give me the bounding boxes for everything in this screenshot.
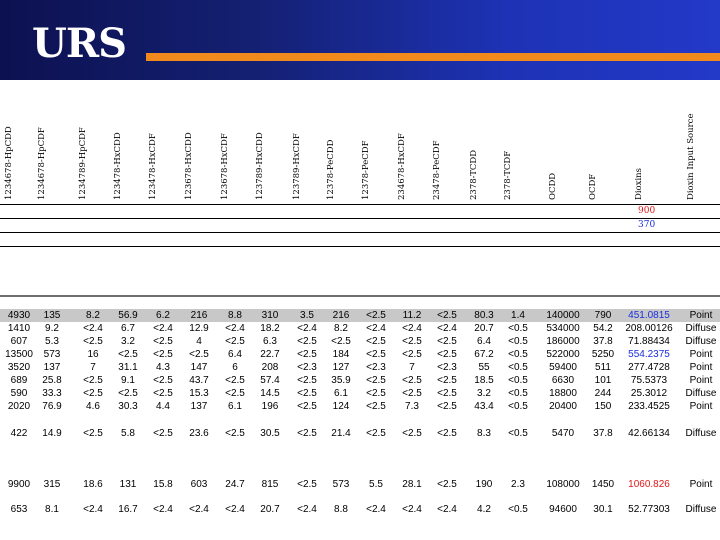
column-header-label: Dioxin Input Source (686, 113, 696, 200)
table-cell: 37.8 (593, 336, 613, 347)
table-cell: <0.5 (508, 388, 528, 399)
table-cell: 603 (190, 479, 208, 490)
table-cell: <2.5 (402, 349, 422, 360)
table-cell: 216 (190, 310, 208, 321)
table-cell: 6.1 (228, 401, 242, 412)
column-header-label: 12378-PeCDF (361, 140, 371, 200)
table-cell: <2.5 (297, 401, 317, 412)
table-row (0, 335, 720, 348)
divider-line (0, 232, 720, 233)
table-cell: <2.5 (297, 388, 317, 399)
column-header-label: 123678-HxCDF (220, 133, 230, 200)
table-row (0, 361, 720, 374)
table-cell: 18800 (549, 388, 577, 399)
table-cell: 4.4 (156, 401, 170, 412)
column-header-label: 123789-HxCDD (255, 132, 265, 200)
column-header (469, 124, 492, 200)
table-cell: 4.3 (156, 362, 170, 373)
table-cell: <2.5 (225, 375, 245, 386)
orange-accent-bar (146, 53, 720, 61)
column-header-label: OCDD (548, 172, 558, 200)
column-header-label: 123678-HxCDD (184, 132, 194, 200)
table-cell: 554.2375 (628, 349, 670, 360)
table-cell: 184 (332, 349, 350, 360)
table-cell: 310 (261, 310, 279, 321)
table-cell: Point (689, 349, 713, 360)
table-cell: 137 (190, 401, 208, 412)
table-row (0, 322, 720, 335)
column-header (503, 124, 526, 200)
table-cell: 80.3 (474, 310, 494, 321)
column-header-label: 2378-TCDD (469, 149, 479, 200)
table-cell: 71.88434 (628, 336, 670, 347)
table-cell: 7 (409, 362, 415, 373)
table-cell: 6.2 (156, 310, 170, 321)
table-cell: <2.5 (437, 401, 457, 412)
table-cell: 815 (261, 479, 279, 490)
table-cell: <2.5 (366, 349, 386, 360)
divider-line (0, 246, 720, 247)
table-cell: 20.7 (474, 323, 494, 334)
table-cell: 208 (261, 362, 279, 373)
table-cell: Point (689, 310, 713, 321)
table-row (0, 478, 720, 491)
table-cell: 5.8 (121, 428, 135, 439)
table-cell: 6.3 (263, 336, 277, 347)
table-cell: <2.5 (297, 375, 317, 386)
table-cell: 277.4728 (628, 362, 670, 373)
table-cell: 124 (332, 401, 350, 412)
table-cell: 13500 (5, 349, 33, 360)
table-row (0, 400, 720, 413)
table-cell: 4.6 (86, 401, 100, 412)
table-cell: <2.4 (189, 504, 209, 515)
table-cell: 54.2 (593, 323, 613, 334)
table-cell: 1410 (7, 323, 31, 334)
table-cell: 522000 (546, 349, 580, 360)
table-cell: 3.5 (300, 310, 314, 321)
table-row (0, 348, 720, 361)
table-cell: 43.4 (474, 401, 494, 412)
table-row (0, 374, 720, 387)
table-cell: 15.3 (189, 388, 209, 399)
table-cell: 42.66134 (628, 428, 670, 439)
table-cell: 6.1 (334, 388, 348, 399)
table-cell: Diffuse (685, 336, 717, 347)
table-cell: <2.3 (297, 362, 317, 373)
table-cell: <2.5 (437, 336, 457, 347)
table-cell: 30.3 (118, 401, 138, 412)
column-header-label: 1234678-HpCDD (4, 126, 14, 200)
table-cell: Diffuse (685, 388, 717, 399)
table-cell: 6630 (551, 375, 575, 386)
table-cell: 33.3 (42, 388, 62, 399)
table-cell: 16.7 (118, 504, 138, 515)
column-header (78, 124, 101, 200)
table-cell: 18.6 (83, 479, 103, 490)
table-cell: <2.5 (83, 375, 103, 386)
table-cell: <2.5 (153, 336, 173, 347)
table-cell: 8.2 (86, 310, 100, 321)
table-cell: <2.5 (331, 336, 351, 347)
table-cell: 147 (190, 362, 208, 373)
table-cell: <0.5 (508, 323, 528, 334)
reference-value-blue: 370 (638, 220, 656, 230)
table-cell: 15.8 (153, 479, 173, 490)
table-cell: 94600 (549, 504, 577, 515)
column-header (220, 124, 243, 200)
table-cell: 52.77303 (628, 504, 670, 515)
table-cell: <2.4 (153, 504, 173, 515)
table-cell: 76.9 (42, 401, 62, 412)
table-cell: 2020 (7, 401, 31, 412)
column-header (432, 124, 455, 200)
table-cell: 59400 (549, 362, 577, 373)
table-cell: 24.7 (225, 479, 245, 490)
table-cell: 43.7 (189, 375, 209, 386)
table-cell: 8.1 (45, 504, 59, 515)
table-cell: 315 (43, 479, 61, 490)
table-cell: <2.5 (118, 388, 138, 399)
table-cell: 1450 (591, 479, 615, 490)
table-cell: 127 (332, 362, 350, 373)
table-cell: <0.5 (508, 428, 528, 439)
table-cell: 12.9 (189, 323, 209, 334)
column-header-label: 1234678-HpCDF (37, 127, 47, 200)
table-cell: 4 (196, 336, 202, 347)
table-cell: 6 (232, 362, 238, 373)
table-cell: <0.5 (508, 504, 528, 515)
table-cell: <2.5 (437, 349, 457, 360)
table-cell: 25.8 (42, 375, 62, 386)
column-header-label: 23478-PeCDF (432, 140, 442, 200)
table-cell: <2.3 (366, 362, 386, 373)
table-cell: 14.5 (260, 388, 280, 399)
table-cell: <2.4 (297, 323, 317, 334)
table-cell: 5.3 (45, 336, 59, 347)
table-cell: 8.2 (334, 323, 348, 334)
column-header-label: 234678-HxCDF (397, 133, 407, 200)
table-cell: <2.5 (402, 428, 422, 439)
table-cell: 573 (332, 479, 350, 490)
table-cell: 6.4 (228, 349, 242, 360)
table-cell: 2.3 (511, 479, 525, 490)
column-header-label: 1234789-HpCDF (78, 127, 88, 200)
table-cell: 25.3012 (630, 388, 668, 399)
table-cell: 3.2 (477, 388, 491, 399)
column-header-label: 2378-TCDF (503, 150, 513, 200)
table-row (0, 309, 720, 322)
column-header (397, 124, 420, 200)
table-row (0, 387, 720, 400)
table-cell: 1060.826 (628, 479, 670, 490)
table-cell: <2.5 (297, 479, 317, 490)
table-cell: 8.3 (477, 428, 491, 439)
table-cell: <2.5 (402, 388, 422, 399)
table-cell: 55 (478, 362, 490, 373)
column-header (184, 124, 207, 200)
table-cell: Point (689, 401, 713, 412)
table-cell: <2.3 (437, 362, 457, 373)
table-cell: <2.5 (225, 388, 245, 399)
table-row (0, 503, 720, 516)
table-cell: 4.2 (477, 504, 491, 515)
table-cell: 57.4 (260, 375, 280, 386)
table-cell: 14.9 (42, 428, 62, 439)
table-cell: 23.6 (189, 428, 209, 439)
table-cell: 190 (475, 479, 493, 490)
table-cell: 233.4525 (628, 401, 670, 412)
table-cell: <2.5 (297, 349, 317, 360)
divider-line (0, 204, 720, 205)
table-cell: <2.5 (153, 349, 173, 360)
column-header (548, 124, 571, 200)
table-cell: <2.4 (366, 504, 386, 515)
table-cell: <2.4 (437, 323, 457, 334)
table-cell: Diffuse (685, 323, 717, 334)
table-cell: 9.2 (45, 323, 59, 334)
table-cell: 30.1 (593, 504, 613, 515)
column-header-label: Dioxins (634, 168, 644, 200)
table-cell: 22.7 (260, 349, 280, 360)
table-cell: 108000 (546, 479, 580, 490)
table-cell: 21.4 (331, 428, 351, 439)
table-cell: 5250 (591, 349, 615, 360)
table-cell: <2.5 (366, 310, 386, 321)
table-cell: <2.4 (402, 323, 422, 334)
column-header-label: 123478-HxCDD (113, 132, 123, 200)
table-cell: 18.2 (260, 323, 280, 334)
table-cell: <2.4 (83, 323, 103, 334)
column-header-label: OCDF (588, 173, 598, 200)
table-cell: 186000 (546, 336, 580, 347)
table-cell: 607 (10, 336, 28, 347)
table-cell: <2.5 (366, 388, 386, 399)
table-cell: Point (689, 362, 713, 373)
table-cell: 31.1 (118, 362, 138, 373)
table-row (0, 427, 720, 440)
column-header (686, 108, 709, 200)
table-cell: 653 (10, 504, 28, 515)
table-cell: 137 (43, 362, 61, 373)
column-header-label: 123789-HxCDF (292, 133, 302, 200)
column-header (37, 124, 60, 200)
table-cell: <2.5 (366, 401, 386, 412)
table-cell: 131 (119, 479, 137, 490)
table-cell: <0.5 (508, 336, 528, 347)
table-cell: 7 (90, 362, 96, 373)
table-cell: Point (689, 479, 713, 490)
table-cell: 5470 (551, 428, 575, 439)
table-cell: <2.5 (437, 388, 457, 399)
table-cell: <2.5 (83, 336, 103, 347)
table-cell: 208.00126 (625, 323, 673, 334)
table-cell: <0.5 (508, 362, 528, 373)
table-cell: 4930 (7, 310, 31, 321)
table-cell: <2.4 (297, 504, 317, 515)
table-cell: 7.3 (405, 401, 419, 412)
table-cell: 20.7 (260, 504, 280, 515)
table-cell: 140000 (546, 310, 580, 321)
table-cell: <2.5 (153, 388, 173, 399)
table-cell: Diffuse (685, 504, 717, 515)
table-cell: 244 (594, 388, 612, 399)
table-cell: <0.5 (508, 375, 528, 386)
table-cell: 1.4 (511, 310, 525, 321)
table-cell: <2.5 (437, 375, 457, 386)
table-cell: 20400 (549, 401, 577, 412)
table-cell: 790 (594, 310, 612, 321)
header-banner (0, 0, 720, 80)
table-cell: 16 (87, 349, 99, 360)
table-cell: Point (689, 375, 713, 386)
column-header (634, 124, 657, 200)
table-cell: <2.5 (366, 336, 386, 347)
table-cell: <2.5 (366, 375, 386, 386)
table-cell: <2.4 (153, 323, 173, 334)
table-cell: 67.2 (474, 349, 494, 360)
table-cell: <2.5 (402, 375, 422, 386)
table-cell: <2.5 (225, 336, 245, 347)
table-cell: 9.1 (121, 375, 135, 386)
table-cell: 8.8 (228, 310, 242, 321)
table-cell: 6.4 (477, 336, 491, 347)
table-cell: <2.5 (297, 336, 317, 347)
table-cell: 511 (595, 362, 611, 373)
table-cell: Diffuse (685, 428, 717, 439)
table-cell: <2.5 (297, 428, 317, 439)
table-cell: <2.5 (437, 310, 457, 321)
table-cell: 573 (43, 349, 61, 360)
table-cell: <2.5 (437, 479, 457, 490)
table-cell: 422 (10, 428, 28, 439)
table-top-divider (0, 295, 720, 297)
table-cell: 56.9 (118, 310, 138, 321)
table-cell: <2.4 (437, 504, 457, 515)
table-cell: 150 (594, 401, 612, 412)
column-header (148, 124, 171, 200)
table-cell: 75.5373 (630, 375, 668, 386)
table-cell: 8.8 (334, 504, 348, 515)
table-cell: <2.5 (83, 428, 103, 439)
column-header (588, 124, 611, 200)
column-header-label: 12378-PeCDD (326, 139, 336, 200)
table-cell: <2.5 (153, 375, 173, 386)
column-header (4, 124, 27, 200)
table-cell: 216 (332, 310, 350, 321)
table-cell: 6.7 (121, 323, 135, 334)
table-cell: <2.5 (83, 388, 103, 399)
divider-line (0, 218, 720, 219)
table-cell: 11.2 (402, 310, 422, 321)
table-cell: 135 (43, 310, 61, 321)
table-cell: 689 (10, 375, 28, 386)
column-header (292, 124, 315, 200)
column-header (326, 124, 349, 200)
urs-logo: URS (32, 20, 127, 67)
table-cell: 18.5 (474, 375, 494, 386)
table-cell: <2.5 (437, 428, 457, 439)
table-cell: <2.4 (83, 504, 103, 515)
table-cell: 35.9 (331, 375, 351, 386)
table-cell: <2.5 (225, 428, 245, 439)
table-cell: <2.4 (225, 323, 245, 334)
table-cell: 37.8 (593, 428, 613, 439)
table-cell: 101 (594, 375, 612, 386)
table-cell: 3.2 (121, 336, 135, 347)
table-cell: 196 (261, 401, 279, 412)
column-header (361, 124, 384, 200)
table-cell: <2.4 (225, 504, 245, 515)
table-cell: 5.5 (369, 479, 383, 490)
table-cell: 9900 (7, 479, 31, 490)
reference-value-red: 900 (638, 206, 656, 216)
table-cell: <2.5 (402, 336, 422, 347)
table-cell: 451.0815 (628, 310, 670, 321)
table-cell: <2.4 (366, 323, 386, 334)
table-cell: <0.5 (508, 401, 528, 412)
table-cell: 30.5 (260, 428, 280, 439)
table-cell: <2.5 (153, 428, 173, 439)
table-cell: <2.4 (402, 504, 422, 515)
table-cell: 534000 (546, 323, 580, 334)
table-cell: 3520 (7, 362, 31, 373)
table-cell: <2.5 (189, 349, 209, 360)
column-header-label: 123478-HxCDF (148, 133, 158, 200)
column-header (255, 124, 278, 200)
table-cell: 28.1 (402, 479, 422, 490)
table-cell: <0.5 (508, 349, 528, 360)
table-cell: 590 (10, 388, 28, 399)
table-cell: <2.5 (366, 428, 386, 439)
column-header (113, 124, 136, 200)
table-cell: <2.5 (118, 349, 138, 360)
